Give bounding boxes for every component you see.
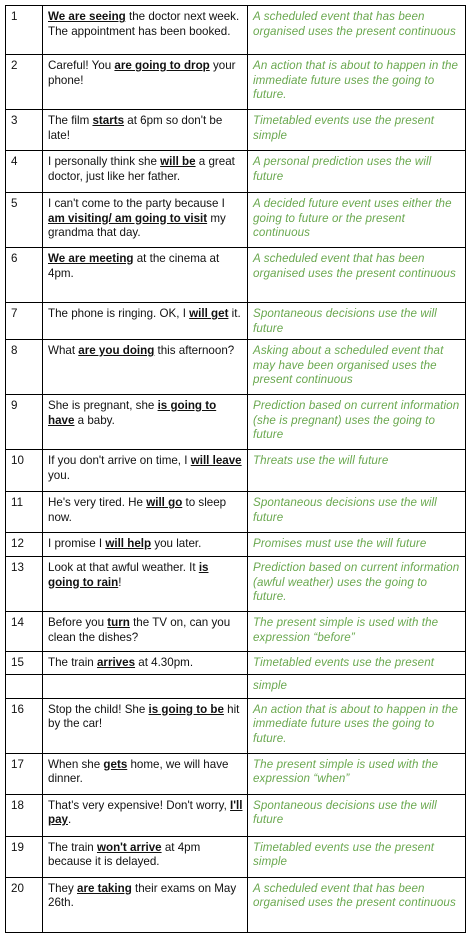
example-sentence [43,674,248,698]
row-number: 17 [6,753,43,794]
grammar-table-container [5,5,465,933]
example-sentence [43,248,248,303]
sentence-text: you. [48,468,70,482]
grammar-explanation: Promises must use the will future [248,533,466,557]
grammar-explanation: A scheduled event that has been organised uses the present continuous [248,877,466,932]
future-verb-form: are taking [77,881,132,895]
row-number: 10 [6,450,43,492]
table-row [6,151,466,193]
future-verb-form: will get [189,307,229,320]
sentence-text: their exams on May 26th. [48,881,237,909]
row-number: 9 [6,395,43,450]
example-sentence [43,55,248,110]
future-verb-form: is going to be [148,702,224,716]
example-sentence [43,557,248,612]
future-verb-form: won't arrive [96,840,162,854]
example-sentence [43,395,248,450]
table-body [6,6,466,933]
example-sentence [43,877,248,932]
grammar-explanation: Timetabled events use the present simple [248,836,466,877]
sentence-text: the doctor next week. The appointment has been booked. [48,10,240,38]
sentence-text: this afternoon? [154,344,235,357]
row-number: 5 [6,193,43,248]
sentence-text: I personally think she [48,155,161,168]
example-sentence [43,193,248,248]
row-number: 13 [6,557,43,612]
sentence-text: The film [48,114,93,127]
grammar-explanation: Timetabled events use the present [248,652,466,675]
grammar-explanation: Spontaneous decisions use the will future [248,303,466,340]
future-verb-form: will leave [190,454,242,467]
row-number: 2 [6,55,43,110]
row-number: 12 [6,533,43,557]
table-row [6,674,466,698]
table-row [6,533,466,557]
sentence-text: to sleep now. [48,496,227,524]
example-sentence [43,533,248,557]
future-verb-form: am visiting/ am going to visit [48,211,208,225]
row-number: 18 [6,794,43,836]
table-row [6,6,466,55]
row-number: 14 [6,612,43,652]
example-sentence [43,450,248,492]
example-sentence [43,151,248,193]
future-verb-form: We are meeting [48,252,134,265]
future-verb-form: will help [105,537,152,550]
grammar-explanation: An action that is about to happen in the immediate future uses the going to future. [248,55,466,110]
sentence-text: at 4pm because it is delayed. [48,840,201,868]
table-row [6,698,466,753]
row-number: 19 [6,836,43,877]
sentence-text: She is pregnant, she [48,399,158,412]
example-sentence [43,492,248,533]
example-sentence [43,753,248,794]
example-sentence [43,652,248,675]
sentence-text: at 6pm so don't be late! [48,114,223,142]
row-number: 8 [6,340,43,395]
grammar-explanation: Asking about a scheduled event that may have been organised uses the present continuous [248,340,466,395]
grammar-explanation: A scheduled event that has been organised uses the present continuous [248,248,466,303]
future-verb-form: are going to drop [114,59,210,72]
table-row [6,110,466,151]
example-sentence [43,698,248,753]
table-row [6,877,466,932]
grammar-explanation: Spontaneous decisions use the will future [248,794,466,836]
row-number: 11 [6,492,43,533]
grammar-explanation: Threats use the will future [248,450,466,492]
row-number [6,674,43,698]
grammar-explanation: The present simple is used with the expression “when” [248,753,466,794]
grammar-explanation: The present simple is used with the expression “before” [248,612,466,652]
table-row [6,303,466,340]
row-number: 3 [6,110,43,151]
row-number: 20 [6,877,43,932]
grammar-explanation: Prediction based on current information (she is pregnant) uses the going to future [248,395,466,450]
example-sentence [43,110,248,151]
sentence-text: at 4.30pm. [135,656,194,669]
row-number: 16 [6,698,43,753]
sentence-text: your phone! [48,59,236,87]
sentence-text: The phone is ringing. OK, I [48,307,190,320]
future-verb-form: turn [107,616,130,629]
example-sentence [43,794,248,836]
future-verb-form: is going to have [48,399,217,427]
sentence-text: The train [48,656,97,669]
sentence-text: They [48,881,77,895]
sentence-text: . [67,813,72,826]
future-verb-form: I'll pay [48,798,243,826]
sentence-text: If you don't arrive on time, I [48,454,191,467]
future-verb-form: We are seeing [48,10,126,23]
row-number: 6 [6,248,43,303]
row-number: 1 [6,6,43,55]
table-row [6,557,466,612]
example-sentence [43,303,248,340]
future-verb-form: is going to rain [48,561,209,589]
example-sentence [43,6,248,55]
table-row [6,836,466,877]
sentence-text: That's very expensive! Don't worry, [48,798,231,812]
grammar-explanation: Timetabled events use the present simple [248,110,466,151]
sentence-text: I can't come to the party because I [48,197,225,210]
table-row [6,248,466,303]
sentence-text: Careful! You [48,59,115,72]
future-verb-form: gets [103,757,128,771]
grammar-explanation: simple [248,674,466,698]
table-row [6,612,466,652]
sentence-text: He's very tired. He [48,496,147,509]
sentence-text: When she [48,757,104,771]
row-number: 4 [6,151,43,193]
future-verb-form: arrives [96,656,136,669]
sentence-text: at the cinema at 4pm. [48,252,220,280]
example-sentence [43,836,248,877]
table-row [6,753,466,794]
table-row [6,55,466,110]
example-sentence [43,612,248,652]
grammar-explanation: An action that is about to happen in the immediate future uses the going to future. [248,698,466,753]
sentence-text: a great doctor, just like her father. [48,155,235,183]
table-row [6,395,466,450]
sentence-text: a baby. [74,413,115,427]
table-row [6,340,466,395]
sentence-text: it. [228,307,241,320]
grammar-explanation: Spontaneous decisions use the will future [248,492,466,533]
sentence-text: my grandma that day. [48,211,226,239]
future-verb-form: will be [160,155,196,168]
table-row [6,492,466,533]
sentence-text: Stop the child! She [48,702,149,716]
table-row [6,652,466,675]
sentence-text: ! [118,575,122,589]
sentence-text: hit by the car! [48,702,240,730]
future-verb-form: starts [92,114,125,127]
sentence-text: I promise I [48,537,106,550]
sentence-text: Look at that awful weather. It [48,561,199,574]
sentence-text: The train [48,840,97,854]
grammar-explanation: A decided future event uses either the going to future or the present continuous [248,193,466,248]
sentence-text: What [48,344,79,357]
sentence-text: home, we will have dinner. [48,757,229,785]
table-row [6,794,466,836]
future-verb-form: will go [146,496,183,509]
sentence-text: you later. [151,537,202,550]
example-sentence [43,340,248,395]
row-number: 15 [6,652,43,675]
row-number: 7 [6,303,43,340]
grammar-explanation: Prediction based on current information (awful weather) uses the going to future. [248,557,466,612]
table-row [6,450,466,492]
future-verb-form: are you doing [78,344,155,357]
grammar-explanation: A personal prediction uses the will future [248,151,466,193]
sentence-text: Before you [48,616,108,629]
future-tenses-answer-table [5,5,466,933]
grammar-explanation: A scheduled event that has been organised uses the present continuous [248,6,466,55]
table-row [6,193,466,248]
sentence-text: the TV on, can you clean the dishes? [48,616,231,644]
